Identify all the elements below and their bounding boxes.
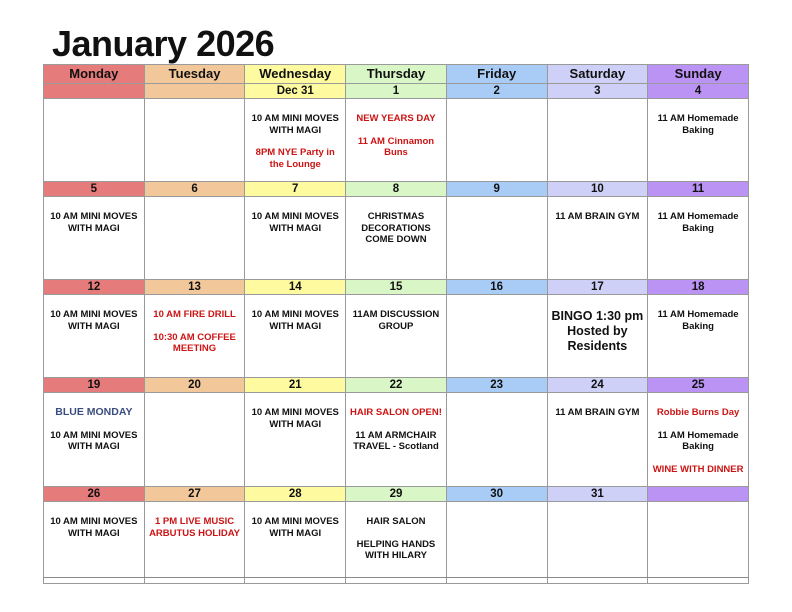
calendar-event: 10:30 AM COFFEE MEETING (153, 331, 236, 354)
weekday-tuesday: Tuesday (144, 65, 245, 84)
calendar-event: HAIR SALON (366, 516, 426, 527)
day-cell[interactable] (245, 197, 346, 280)
day-cell[interactable] (346, 502, 447, 584)
week-events-row (44, 197, 749, 280)
weekday-header-row (44, 65, 749, 84)
calendar-event: NEW YEARS DAY (356, 113, 436, 124)
calendar-event: BLUE MONDAY (55, 406, 133, 418)
date-number-tuesday: 20 (144, 378, 245, 393)
date-number-friday: 9 (446, 182, 547, 197)
date-number-sunday (648, 487, 749, 502)
date-number-saturday: 3 (547, 84, 648, 99)
weekday-saturday: Saturday (547, 65, 648, 84)
calendar-event: WINE WITH DINNER (652, 463, 744, 475)
date-number-thursday: 29 (346, 487, 447, 502)
day-cell[interactable] (144, 393, 245, 487)
calendar-event: HELPING HANDS WITH HILARY (356, 538, 436, 561)
day-cell[interactable] (346, 393, 447, 487)
weekday-monday: Monday (44, 65, 145, 84)
day-cell[interactable] (446, 393, 547, 487)
date-number-wednesday: 21 (245, 378, 346, 393)
date-number-friday: 23 (446, 378, 547, 393)
day-cell[interactable] (648, 295, 749, 378)
date-number-thursday: 22 (346, 378, 447, 393)
calendar-event: 10 AM MINI MOVES WITH MAGI (50, 516, 138, 539)
day-cell[interactable] (547, 197, 648, 280)
date-number-tuesday (144, 84, 245, 99)
day-cell[interactable] (245, 99, 346, 182)
weekday-friday: Friday (446, 65, 547, 84)
date-row (44, 182, 749, 197)
calendar-event: BINGO 1:30 pm Hosted by Residents (551, 309, 644, 353)
day-cell[interactable] (446, 502, 547, 584)
date-number-tuesday: 13 (144, 280, 245, 295)
date-number-monday: 5 (44, 182, 145, 197)
date-number-thursday: 15 (346, 280, 447, 295)
calendar-event: 11 AM Homemade Baking (657, 113, 739, 136)
calendar-event: 10 AM MINI MOVES WITH MAGI (251, 309, 339, 332)
date-row (44, 378, 749, 393)
calendar-event: HAIR SALON OPEN! (350, 407, 442, 418)
week-events-row (44, 502, 749, 584)
day-cell[interactable] (245, 502, 346, 584)
day-cell[interactable] (648, 393, 749, 487)
calendar-event: 1 PM LIVE MUSIC ARBUTUS HOLIDAY (149, 516, 241, 539)
footer-divider (43, 577, 749, 578)
date-row (44, 487, 749, 502)
day-cell[interactable] (648, 99, 749, 182)
day-cell[interactable] (245, 393, 346, 487)
date-number-monday: 26 (44, 487, 145, 502)
date-row (44, 280, 749, 295)
calendar-event: 10 AM FIRE DRILL (153, 309, 236, 320)
calendar-event: CHRISTMAS DECORATIONS COME DOWN (361, 211, 431, 245)
calendar-event: 11 AM Cinnamon Buns (357, 135, 435, 158)
calendar-title: January 2026 (52, 23, 275, 64)
calendar-event: 11 AM ARMCHAIR TRAVEL - Scotland (353, 429, 439, 452)
day-cell[interactable] (144, 197, 245, 280)
day-cell[interactable] (547, 502, 648, 584)
calendar-event: 11 AM Homemade Baking (657, 429, 739, 452)
date-number-friday: 2 (446, 84, 547, 99)
weekday-sunday: Sunday (648, 65, 749, 84)
date-number-monday (44, 84, 145, 99)
date-number-saturday: 31 (547, 487, 648, 502)
week-events-row (44, 295, 749, 378)
day-cell[interactable] (346, 99, 447, 182)
calendar-event: 11 AM Homemade Baking (657, 309, 739, 332)
date-number-wednesday: 14 (245, 280, 346, 295)
day-cell[interactable] (547, 295, 648, 378)
week-events-row (44, 99, 749, 182)
date-number-tuesday: 6 (144, 182, 245, 197)
date-number-wednesday: Dec 31 (245, 84, 346, 99)
day-cell[interactable] (346, 197, 447, 280)
day-cell[interactable] (144, 99, 245, 182)
date-number-tuesday: 27 (144, 487, 245, 502)
day-cell[interactable] (547, 99, 648, 182)
day-cell[interactable] (446, 197, 547, 280)
date-number-thursday: 1 (346, 84, 447, 99)
day-cell[interactable] (346, 295, 447, 378)
date-number-sunday: 25 (648, 378, 749, 393)
date-number-friday: 30 (446, 487, 547, 502)
calendar-event: 11AM DISCUSSION GROUP (352, 309, 440, 332)
calendar-event: 10 AM MINI MOVES WITH MAGI (251, 407, 339, 430)
calendar-event: 10 AM MINI MOVES WITH MAGI (251, 113, 339, 136)
calendar-event: 11 AM BRAIN GYM (555, 407, 640, 418)
day-cell[interactable] (44, 295, 145, 378)
date-number-wednesday: 28 (245, 487, 346, 502)
calendar-event: 8PM NYE Party in the Lounge (255, 147, 335, 170)
calendar-event: 11 AM Homemade Baking (657, 211, 739, 234)
day-cell[interactable] (446, 295, 547, 378)
day-cell[interactable] (144, 295, 245, 378)
date-number-sunday: 18 (648, 280, 749, 295)
date-number-thursday: 8 (346, 182, 447, 197)
day-cell[interactable] (44, 393, 145, 487)
date-number-wednesday: 7 (245, 182, 346, 197)
week-events-row (44, 393, 749, 487)
calendar-event: Robbie Burns Day (656, 407, 740, 418)
calendar-event: 10 AM MINI MOVES WITH MAGI (50, 429, 138, 452)
date-number-saturday: 17 (547, 280, 648, 295)
day-cell[interactable] (144, 502, 245, 584)
weekday-wednesday: Wednesday (245, 65, 346, 84)
day-cell[interactable] (44, 502, 145, 584)
date-number-friday: 16 (446, 280, 547, 295)
calendar-event: 10 AM MINI MOVES WITH MAGI (50, 211, 138, 234)
weekday-thursday: Thursday (346, 65, 447, 84)
day-cell[interactable] (44, 99, 145, 182)
calendar-event: 11 AM BRAIN GYM (555, 211, 640, 222)
day-cell[interactable] (446, 99, 547, 182)
day-cell[interactable] (547, 393, 648, 487)
day-cell[interactable] (648, 502, 749, 584)
date-number-saturday: 24 (547, 378, 648, 393)
date-row (44, 84, 749, 99)
date-number-sunday: 11 (648, 182, 749, 197)
day-cell[interactable] (44, 197, 145, 280)
day-cell[interactable] (648, 197, 749, 280)
day-cell[interactable] (245, 295, 346, 378)
calendar-event: 10 AM MINI MOVES WITH MAGI (251, 516, 339, 539)
date-number-saturday: 10 (547, 182, 648, 197)
calendar-grid (43, 64, 749, 584)
calendar-event: 10 AM MINI MOVES WITH MAGI (251, 211, 339, 234)
date-number-sunday: 4 (648, 84, 749, 99)
date-number-monday: 19 (44, 378, 145, 393)
calendar-event: 10 AM MINI MOVES WITH MAGI (50, 309, 138, 332)
date-number-monday: 12 (44, 280, 145, 295)
